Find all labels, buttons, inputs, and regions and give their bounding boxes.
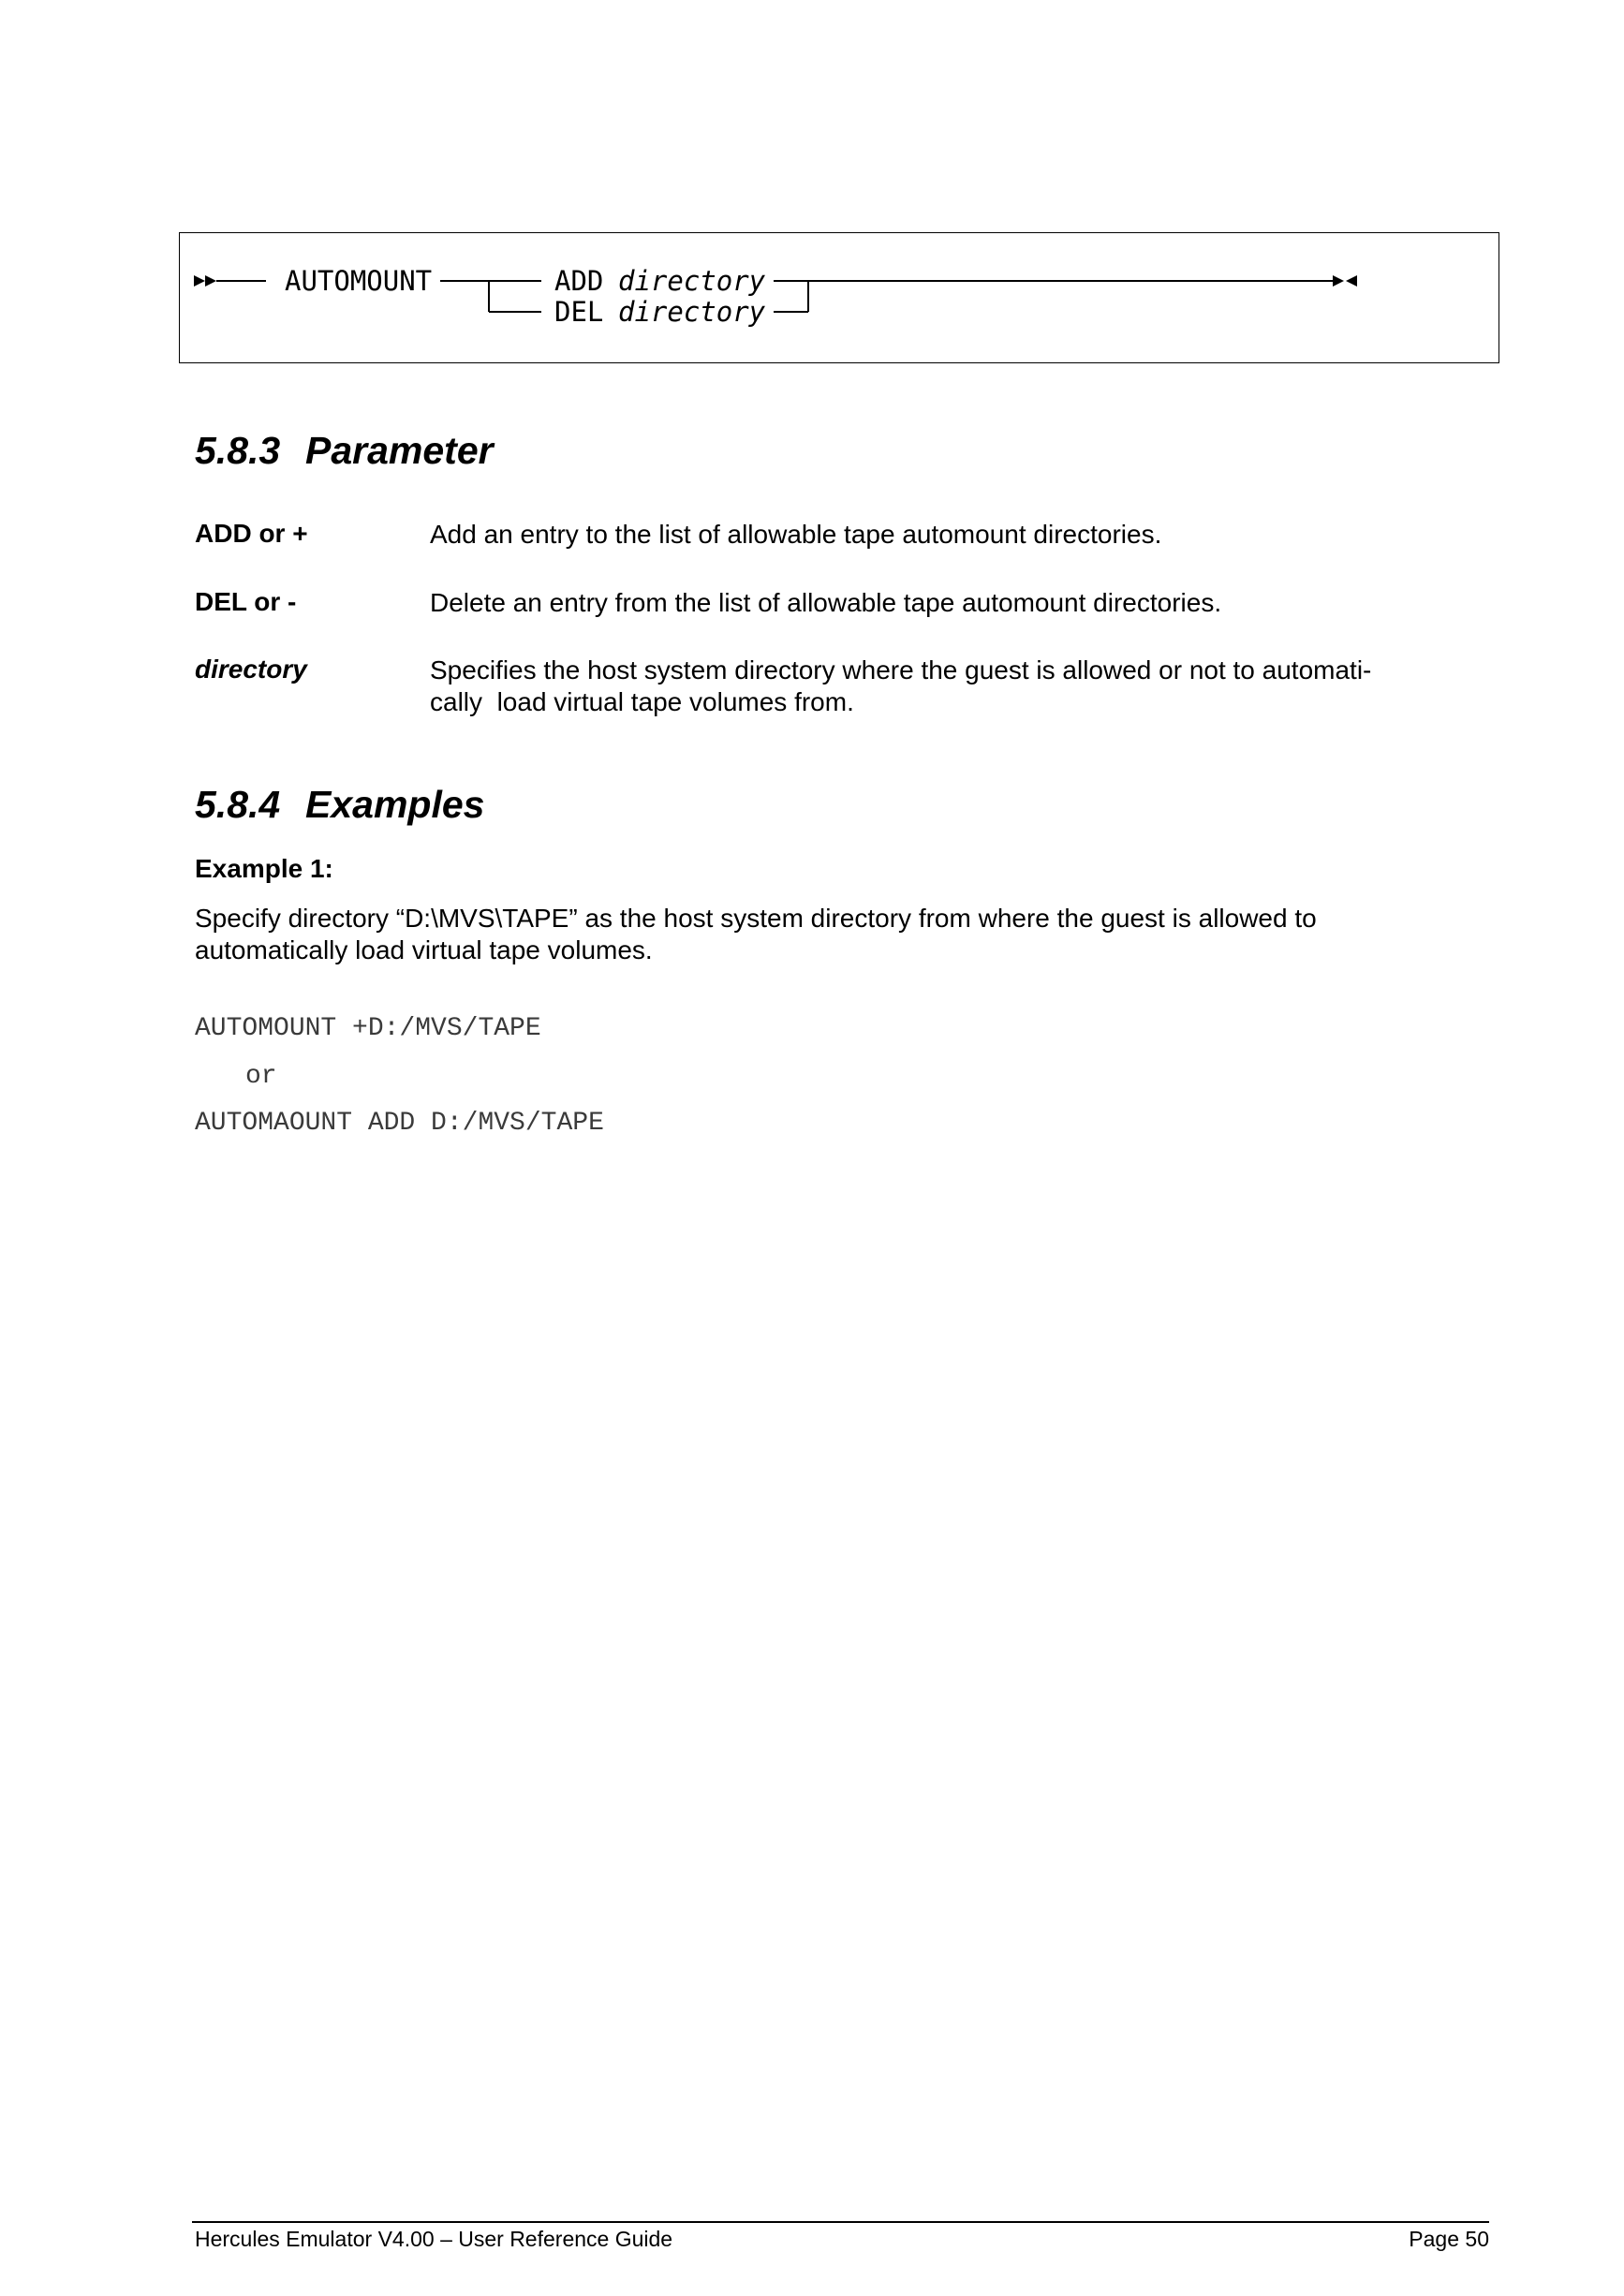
end-arrow-left <box>1346 275 1357 287</box>
param-term-del: DEL or - <box>195 587 297 616</box>
section-heading-examples <box>195 783 484 827</box>
param-desc-directory <box>430 655 1488 718</box>
section-heading-parameter <box>195 429 494 473</box>
syntax-option-add: ADD <box>554 265 604 297</box>
example-description <box>195 903 1487 966</box>
footer-page-number: Page 50 <box>1409 2227 1489 2251</box>
start-arrow-1 <box>194 275 205 287</box>
example-label: Example 1: <box>195 854 333 883</box>
syntax-operand-add: directory <box>618 265 766 297</box>
syntax-diagram <box>179 232 1499 363</box>
section-title: Parameter <box>305 429 494 472</box>
code-line-3: AUTOMAOUNT ADD D:/MVS/TAPE <box>195 1109 604 1138</box>
param-desc-directory-line2: cally load virtual tape volumes from. <box>430 687 854 716</box>
footer-title: Hercules Emulator V4.00 – User Reference Guide <box>195 2227 673 2251</box>
example-description-line2: automatically load virtual tape volumes. <box>195 935 653 964</box>
section-number: 5.8.3 <box>195 429 281 472</box>
syntax-keyword: AUTOMOUNT <box>285 265 433 297</box>
param-term-directory: directory <box>195 655 307 684</box>
syntax-operand-del: directory <box>618 296 766 328</box>
syntax-diagram-graphic <box>180 233 1500 364</box>
start-arrow-2 <box>205 275 216 287</box>
code-line-1: AUTOMOUNT +D:/MVS/TAPE <box>195 1014 541 1043</box>
example-description-line1: Specify directory “D:\MVS\TAPE” as the host system directory from where the guest is allowed to <box>195 904 1317 933</box>
end-arrow-right <box>1333 275 1344 287</box>
syntax-option-del: DEL <box>554 296 604 328</box>
param-desc-add: Add an entry to the list of allowable tape automount directories. <box>430 520 1162 549</box>
param-term-add: ADD or + <box>195 519 308 548</box>
param-desc-del: Delete an entry from the list of allowable tape automount directories. <box>430 588 1222 617</box>
section-number: 5.8.4 <box>195 783 281 826</box>
footer-rule <box>192 2221 1489 2223</box>
section-title: Examples <box>305 783 485 826</box>
param-desc-directory-line1: Specifies the host system directory where the guest is allowed or not to automati- <box>430 655 1372 684</box>
code-line-2: or <box>245 1062 277 1091</box>
